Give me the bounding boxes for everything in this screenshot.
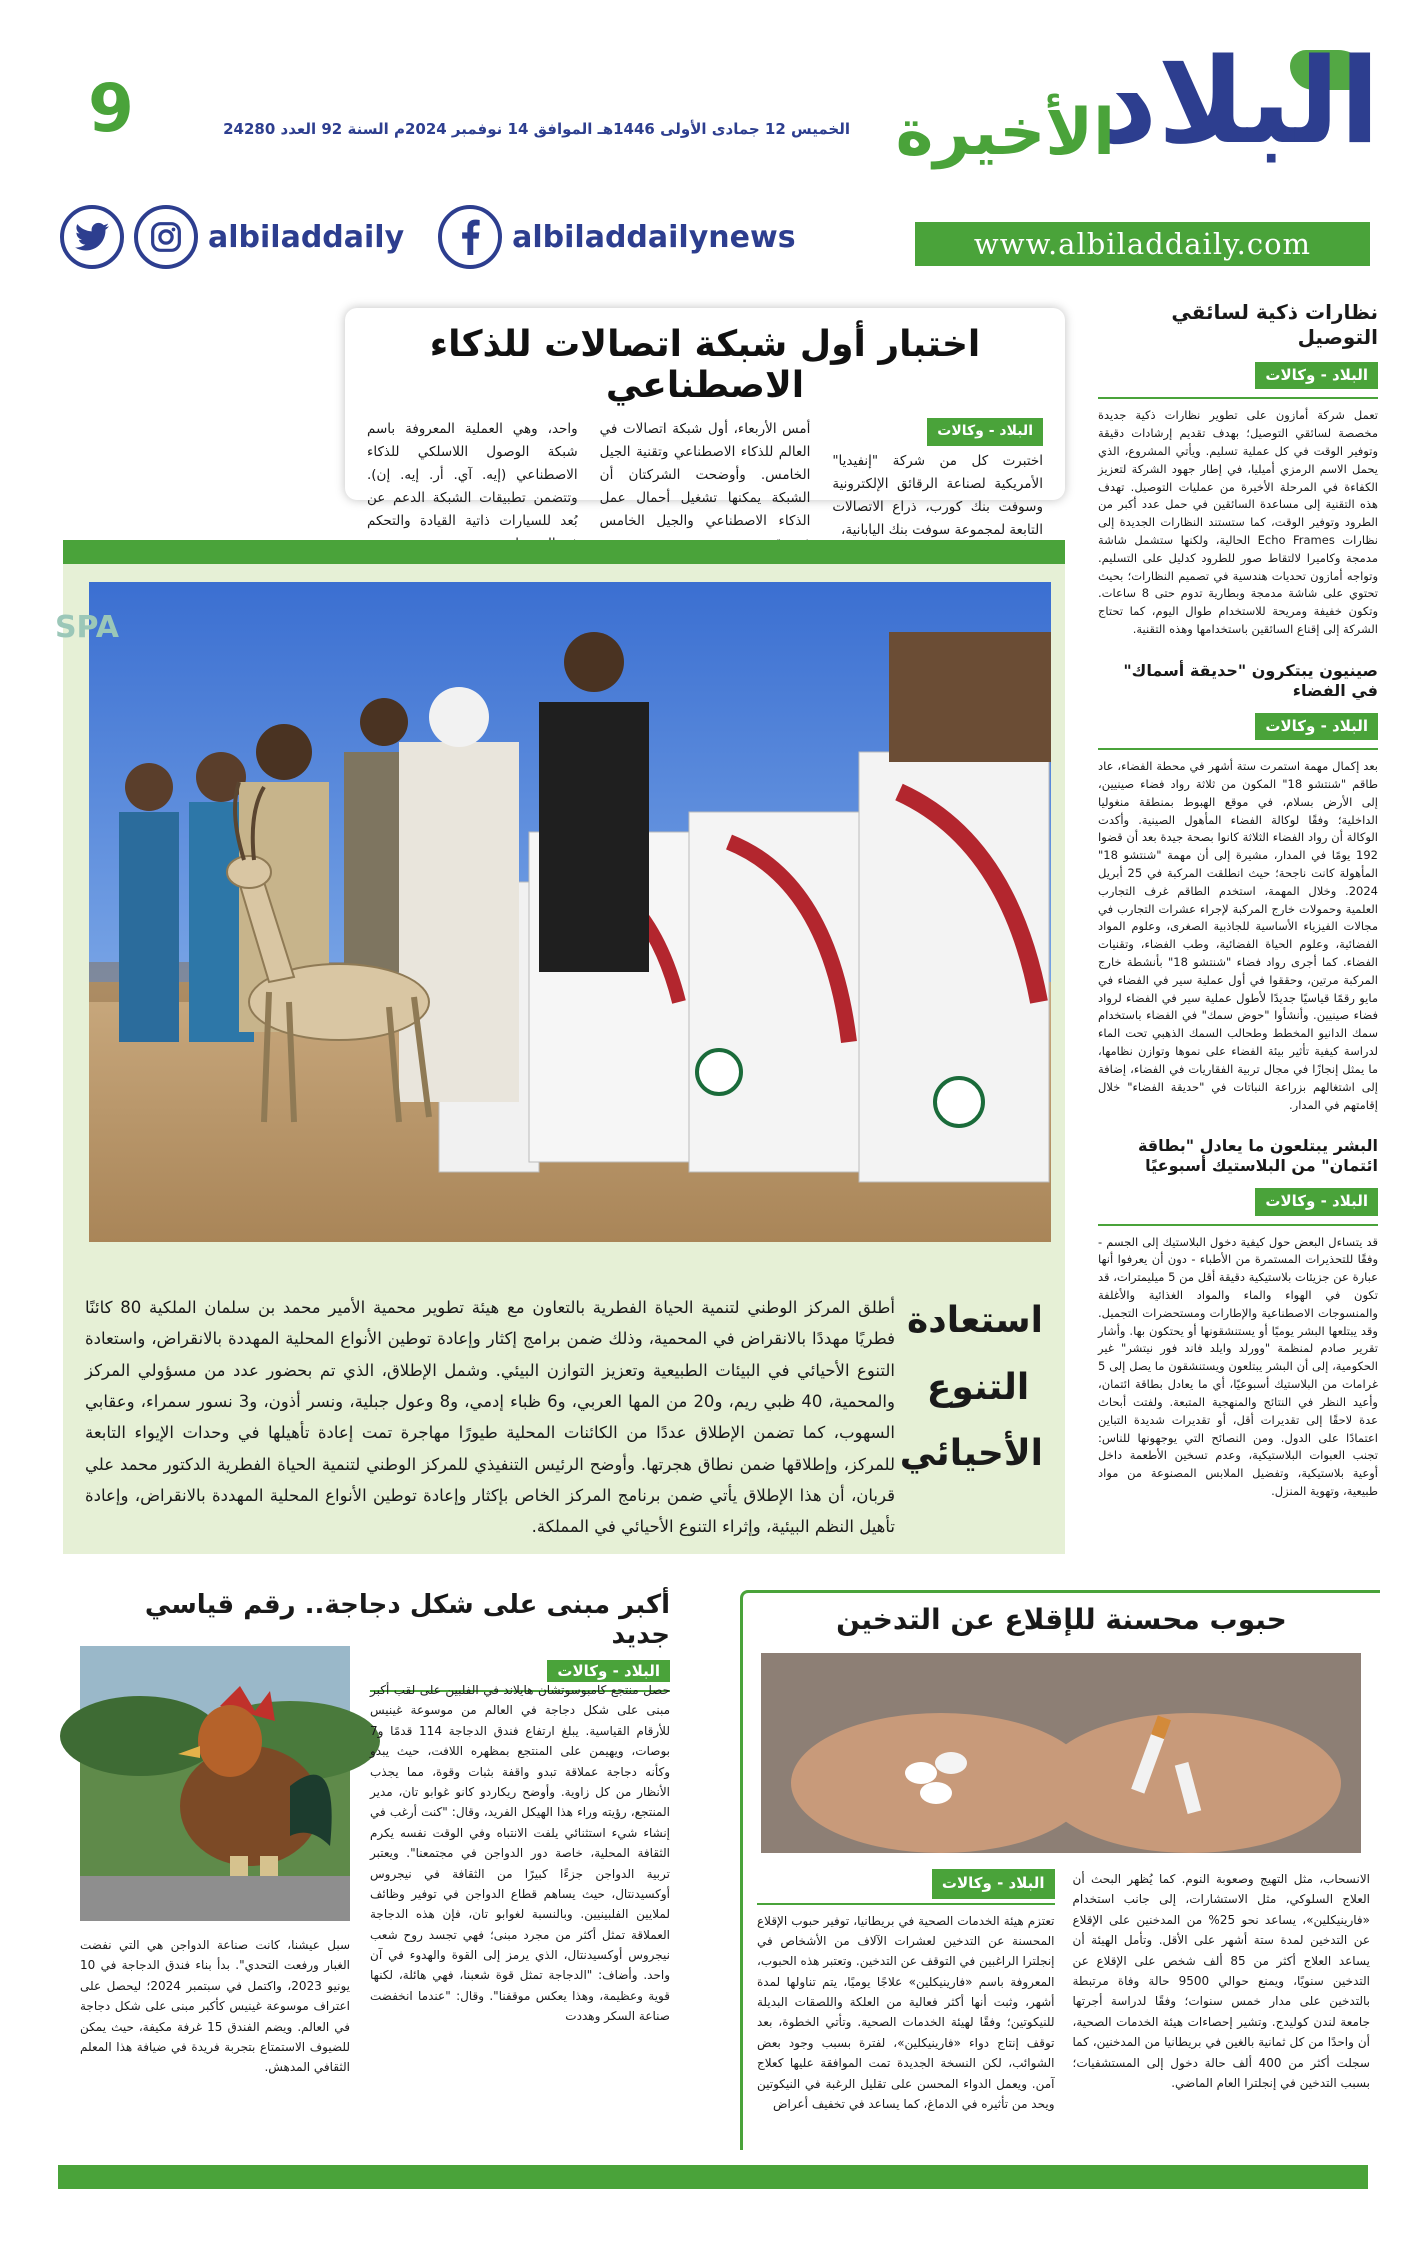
top-story-col3: واحد، وهي العملية المعروفة باسم شبكة الوصول اللاسلكي للذكاء الاصطناعي (إيه. آي. أر. إيه. إن). وتتضمن تطبيقات الشبكة الدعم عن بُعد للسيارات ذاتية القيادة والتحكم bbox=[366, 421, 578, 529]
bottom-green-bar bbox=[58, 2165, 1368, 2189]
story2-body: بعد إكمال مهمة استمرت ستة أشهر في محطة الفضاء، عاد طاقم "شنتشو 18" المكون من ثلاثة رواد فضاء صينيين، إلى الأرض بسلام، في موقع الهبوط بمنطقة منغوليا الداخلية؛ وفقًا لوكالة الفضاء المأهول الصينية. وأكدت الوكالة أن رواد الفضاء الثلاثة كانوا بصحة جيدة بعد أن قضوا 192 يومًا في المدار، مشيرة إلى أن مهمة "شنتشو 18" المأهولة كانت ناجحة؛ حيث انطلقت المركبة في 25 أبريل 2024. وخلال المهمة، استخدم الطاقم غرف التجارب العلمية وحمولات خارج المركبة لإجراء عشرات التجارب في مجالات الفيزياء الأساسية للجاذبية الصغرى، وعلوم المواد الفضائية، وعلوم الحياة الفضائية، وطب الفضاء، وتقنيات الفضاء. كما أجرى رواد فضاء "شنتشو 18" بأنشطة خارج المركبة مرتين، وحققوا في أول عملية سير في الفضاء في مايو رقمًا قياسيًا جديدًا لأطول عملية سير في الفضاء لرواد فضاء صينيين. وأنشأوا "حوض سمك" في الفضاء باستخدام سمك الدانيو المخطط وطحالب السمك الذهبي تحت الماء لدراسة كيفية تأثير بيئة الفضاء على نموها وتوازن نظامها، ما يمثل إنجازًا في مجال تربية الفقاريات في الفضاء، إضافة إلى اشتغالهم بزراعة النباتات في "حديقة الفضاء" خلال إقامتهم في المدار. bbox=[1098, 759, 1378, 1112]
feature-headline: استعادة التنوع الأحيائي bbox=[899, 1300, 1043, 1475]
right-column bbox=[1098, 300, 1378, 1523]
chicken-story bbox=[80, 1590, 670, 2150]
chicken-headline: أكبر مبنى على شكل دجاجة.. رقم قياسي جديد bbox=[144, 1590, 670, 1650]
story1-headline: نظارات ذكية لسائقي التوصيل bbox=[1171, 300, 1378, 349]
website-url[interactable]: www.albiladdaily.com bbox=[915, 222, 1370, 266]
social-news-handle[interactable]: albiladdailynews bbox=[512, 219, 796, 255]
pills-headline: حبوب محسنة للإقلاع عن التدخين bbox=[836, 1603, 1287, 1636]
chicken-body-cont: سبل عيشنا، كانت صناعة الدواجن هي التي نفضت الغبار ورفعت التحدي". بدأ بناء فندق الدجاجة في 10 يونيو 2023، واكتمل في سبتمبر 2024؛ ليحصل على اعتراف موسوعة غينيس كأكبر مبنى على شكل دجاجة في العالم. ويضم الفندق 15 غرفة مكيفة، حيث يمكن للضيوف الاستمتاع بتجربة فريدة في ضيافة هذا المعلم الثقافي المدهش. bbox=[80, 1938, 350, 2075]
twitter-icon[interactable] bbox=[60, 205, 124, 269]
instagram-icon[interactable] bbox=[134, 205, 198, 269]
top-story-col1-text: اختبرت كل من شركة "إنفيديا" الأمريكية لصناعة الرقائق الإلكترونية وسوفت بنك كورب، ذراع الاتصالات التابعة لمجموعة سوفت بنك اليابانية، bbox=[832, 452, 1043, 538]
feature-body: أطلق المركز الوطني لتنمية الحياة الفطرية بالتعاون مع هيئة تطوير محمية الأمير محمد بن سلمان الملكية 80 كائنًا فطريًا مهددًا بالانقراض في المحمية، وذلك ضمن برامج إكثار وإعادة توطين الأنواع المحلية المهددة بالانقراض، واستعادة التنوع الأحيائي في البيئات الطبيعية وتعزيز التوازن البيئي. وشمل الإطلاق، الذي تم بحضور عدد من مسؤولي المركز والمحمية، 40 ظبي ريم، و20 من المها العربي، و6 ظباء إدمي، و8 وعول جبلية، ونسر أذون، و3 نسور سمراء، وعقابي السهوب، كما تضمن الإطلاق عددًا من الكائنات المحلية طيورًا مهاجرة تمت إعادة تأهيلها في وحدات الإيواء التابعة للمركز، وإطلاقها ضمن نطاق هجرتها. وأوضح الرئيس التنفيذي للمركز الوطني لتنمية الحياة الفطرية الدكتور محمد علي قربان، أن هذا الإطلاق يأتي ضمن برنامج المركز الخاص بإكثار وإعادة توطين الأنواع المحلية المهددة بالانقراض، وإعادة تأهيل النظم البيئية، وإثراء التنوع الأحيائي في المملكة. bbox=[85, 1298, 895, 1537]
feature-top-bar bbox=[63, 540, 1065, 564]
feature-box bbox=[54, 540, 1065, 1554]
facebook-icon[interactable] bbox=[438, 205, 502, 269]
dateline: الخميس 12 جمادى الأولى 1446هـ الموافق 14 نوفمبر 2024م السنة 92 العدد 24280 bbox=[223, 120, 850, 138]
top-story-col1 bbox=[832, 418, 1043, 556]
social-daily-handle[interactable]: albiladdaily bbox=[208, 219, 405, 255]
logo-main: البلاد bbox=[1096, 32, 1380, 170]
story1-body: تعمل شركة أمازون على تطوير نظارات ذكية جديدة مخصصة لسائقي التوصيل؛ بهدف تقديم إرشادات دقيقة وتوفير الوقت في كل عملية تسليم. ويأتي المشروع، الذي يحمل الاسم الرمزي أميليا، في إطار جهود الشركة لتعزيز الكفاءة في المرحلة الأخيرة من عمليات التوصيل. تهدف هذه التقنية إلى مساعدة السائقين في حمل عدد أكبر من الطرود وتوفير الوقت، كما ستستند النظارات الجديدة إلى نظارات Echo Frames الحالية، ولكنها ستشمل شاشة مدمجة وكاميرا لالتقاط صور للطرود كدليل على التسليم. وتواجه أمازون تحديات هندسية في تصميم النظارات؛ بحيث تحتوي على شاشة مدمجة وبطارية تدوم حتى 8 ساعات. وتكون خفيفة ومريحة للاستخدام طوال اليوم، كما تحتاج الشركة إلى إقناع السائقين باستخدامها وهذه التقنية. bbox=[1098, 408, 1378, 636]
chicken-building-photo bbox=[80, 1646, 350, 1921]
chicken-body-main: حصل منتجع كامبوسوتشان هايلاند في الفلبين على لقب أكبر مبنى على شكل دجاجة في العالم من موسوعة غينيس للأرقام القياسية. يبلغ ارتفاع فندق الدجاجة 114 قدمًا و7 بوصات، ويهيمن على المنتجع بمظهره اللافت، حيث يبدو وكأنه دجاجة عملاقة تبدو واقفة بثبات وقوة، مما يجذب الأنظار من كل زاوية. وأوضح ريكاردو كانو غوابو تان، مدير المنتجع، رؤيته وراء هذا الهيكل الفريد، وقال: "كنت أرغب في إنشاء شيء استثنائي يلفت الانتباه وفي الوقت نفسه يكرم الثقافة المحلية، خاصة دور الدواجن في مجتمعنا". ويعتبر تربية الدواجن جزءًا كبيرًا من الثقافة في نيجروس أوكسيدنتال، حيث يساهم قطاع الدواجن في توفير وظائف لملايين الفلبينيين. وبالنسبة لغوابو تان، فإن هذه الدجاجة العملاقة تمثل أكثر من مجرد مبنى؛ فهي تجسد روح شعب نيجروس أوكسيدنتال، الذي يرمز إلى القوة والهدوء في آن واحد. وأضاف: "الدجاجة تمثل قوة شعبنا، فهي هائلة، لكنها قوية وعظيمة، وهذا يعكس موقفنا". وقال: "عندما انخفضت صناعة السكر وهددت bbox=[370, 1683, 670, 2024]
story2-headline: صينيون يبتكرون "حديقة أسماك" في الفضاء bbox=[1123, 660, 1378, 700]
story3-body: قد يتساءل البعض حول كيفية دخول البلاستيك إلى الجسم - وفقًا للتحذيرات المستمرة من الأطباء - دون أن يعرفوا أنها عبارة عن جزيئات بلاستيكية دقيقة أقل من 5 ميليمترات، قد تكون في الهواء والماء والمواد الغذائية والأغلفة والمنسوجات الاصطناعية والإطارات ومستحضرات التجميل. وقد يبتلعها البشر يوميًا أو يستنشقونها أو يحتكون بها. وأشار تقرير صادم لمنظمة "وورلد وايلد فاند فور نيتشر" غير الحكومية، إلى أن البشر يبتلعون ويستنشقون ما يصل إلى 5 غرامات من البلاستيك أسبوعيًا، أي ما يعادل بطاقة ائتمان، وأعيد النظر في النتائج والمنهجية المتبعة. ولفتت أبحاث عدة لاحقًا إلى تقديرات أقل، أو تقديرات شديدة التباين اعتمادًا على الدول. ومن النصائح التي يوجهونها للناس: تجنب العبوات البلاستيكية، وعدم تسخين الأطعمة داخل أوعية بلاستيكية، وتفضيل الملابس المصنوعة من مواد طبيعية، وتهوية المنزل. bbox=[1098, 1234, 1378, 1498]
pills-tag: البلاد - وكالات bbox=[932, 1869, 1055, 1899]
pills-col-right bbox=[757, 1869, 1055, 2114]
photo-watermark: SPA bbox=[54, 610, 119, 645]
top-story-tag: البلاد - وكالات bbox=[927, 418, 1043, 446]
pills-col-right-text: تعتزم هيئة الخدمات الصحية في بريطانيا، توفير حبوب الإقلاع المحسنة عن التدخين لعشرات الآلاف من الأشخاص في إنجلترا الراغبين في التوقف عن التدخين. وتعتبر هذه الحبوب، المعروفة باسم «فارينيكلين» علاجًا يوميًا، يتم تناولها لمدة أشهر، وثبت أنها أكثر فعالية من العلكة واللصقات البديلة للنيكوتين؛ وفقًا لهيئة الخدمات الصحية. وتأتي الخطوة، بعد توقف إنتاج دواء «فارينيكلين»، لفترة بسبب وجود بعض الشوائب، لكن النسخة الجديدة تمت الموافقة عليها كعلاج آمن. ويعمل الدواء المحسن على تقليل الرغبة في النيكوتين ويحد من تأثيره في الدماغ، كما يساعد في تخفيف أعراض bbox=[757, 1913, 1055, 2112]
story1-tag: البلاد - وكالات bbox=[1255, 362, 1378, 389]
chicken-tag: البلاد - وكالات bbox=[547, 1660, 670, 1682]
page-number: 9 bbox=[88, 70, 134, 147]
top-story-col2: أمس الأربعاء، أول شبكة اتصالات في العالم للذكاء الاصطناعي وتقنية الجيل الخامس. وأوضحت الشركتان أن الشبكة يمكنها تشغيل أحمال عمل الذكاء الاصطناعي والجيل الخامس bbox=[599, 421, 811, 529]
masthead-logo bbox=[895, 32, 1380, 190]
story2-tag: البلاد - وكالات bbox=[1255, 713, 1378, 740]
logo-sub: الأخيرة bbox=[895, 96, 1115, 170]
pills-col-left: الانسحاب، مثل التهيج وصعوبة النوم. كما يُظهر البحث أن العلاج السلوكي، مثل الاستشارات، إلى جانب استخدام «فارينيكلين»، يساعد نحو 25% من المدخنين على الإقلاع عن التدخين لمدة ستة أشهر على الأقل. وتأمل الهيئة أن يساعد العلاج أكثر من 85 ألف شخص على الإقلاع عن التدخين سنويًا، ويمنع حوالي 9500 حالة وفاة مرتبطة بالتدخين على مدار خمس سنوات؛ وفقًا لدراسة أجرتها جامعة لندن كوليدج. وتشير إحصاءات هيئة الخدمات الصحية، أن واحدًا من كل ثمانية بالغين في بريطانيا من المدخنين، كما سجلت أكثر من 400 ألف حالة دخول إلى المستشفيات؛ بسبب التدخين في إنجلترا العام الماضي. bbox=[1072, 1872, 1370, 2090]
story3-tag: البلاد - وكالات bbox=[1255, 1188, 1378, 1215]
social-bar bbox=[60, 205, 810, 269]
top-story-headline: اختبار أول شبكة اتصالات للذكاء الاصطناعي bbox=[429, 324, 981, 406]
top-story-box bbox=[345, 308, 1065, 538]
hands-pills-photo bbox=[761, 1653, 1361, 1853]
story3-headline: البشر يبتلعون ما يعادل "بطاقة ائتمان" من البلاستيك أسبوعيًا bbox=[1137, 1136, 1378, 1176]
pills-story bbox=[740, 1590, 1380, 2150]
gazelle-release-photo bbox=[54, 582, 1051, 1242]
